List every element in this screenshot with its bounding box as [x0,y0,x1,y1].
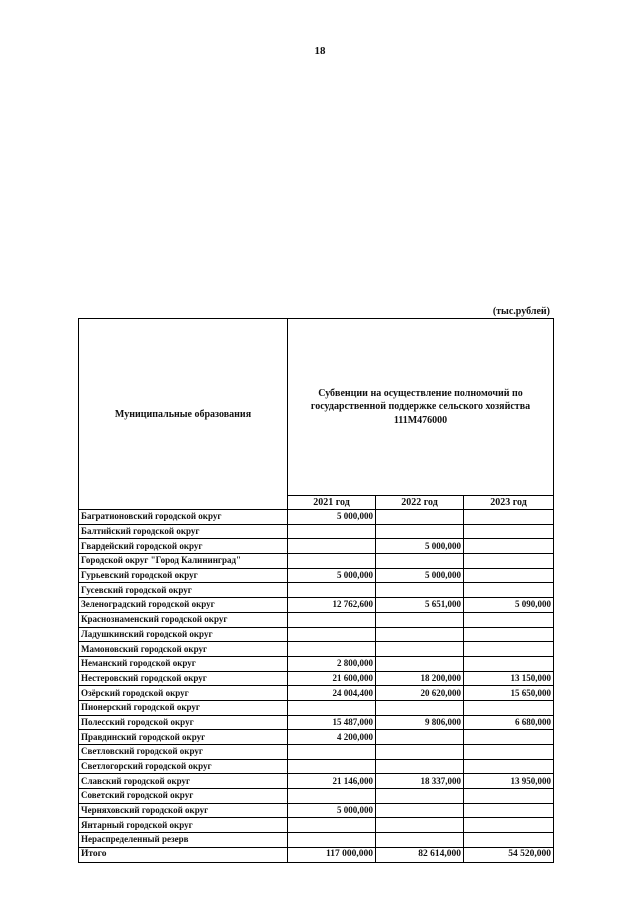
value-2022: 18 200,000 [376,671,464,686]
table-row [79,642,554,657]
value-2021 [288,612,376,627]
value-2021 [288,745,376,760]
value-2022 [376,789,464,804]
value-2023: 5 090,000 [464,598,554,613]
value-2023 [464,656,554,671]
value-2021: 5 000,000 [288,510,376,525]
municipality-name: Зеленоградский городской округ [79,598,288,613]
municipality-name: Полесский городской округ [79,715,288,730]
table-row [79,583,554,598]
municipality-name: Светловский городской округ [79,745,288,760]
table-row [79,568,554,583]
value-2021: 21 600,000 [288,671,376,686]
value-2022: 9 806,000 [376,715,464,730]
value-2021 [288,833,376,848]
value-2021: 21 146,000 [288,774,376,789]
municipality-header: Муниципальные образования [79,319,288,510]
value-2022: 5 651,000 [376,598,464,613]
year-header-2021: 2021 год [288,496,376,510]
value-2021 [288,789,376,804]
municipality-name: Черняховский городской округ [79,803,288,818]
value-2021: 5 000,000 [288,803,376,818]
municipality-name: Краснознаменский городской округ [79,612,288,627]
value-2023 [464,789,554,804]
value-2023: 6 680,000 [464,715,554,730]
value-2022 [376,642,464,657]
value-2022 [376,524,464,539]
value-2021 [288,539,376,554]
municipality-name: Озёрский городской округ [79,686,288,701]
value-2021 [288,700,376,715]
municipality-name: Советский городской округ [79,789,288,804]
table-row [79,671,554,686]
value-2021: 5 000,000 [288,568,376,583]
value-2023: 15 650,000 [464,686,554,701]
value-2023 [464,627,554,642]
value-2022 [376,700,464,715]
municipality-name: Янтарный городской округ [79,818,288,833]
municipality-name: Пионерский городской округ [79,700,288,715]
value-2023 [464,510,554,525]
value-2022: 20 620,000 [376,686,464,701]
value-2023 [464,612,554,627]
value-2021 [288,642,376,657]
municipality-name: Гусевский городской округ [79,583,288,598]
value-2023 [464,730,554,745]
page-number: 18 [314,45,326,57]
total-row [79,847,554,862]
table-row [79,774,554,789]
value-2023 [464,539,554,554]
value-2023 [464,524,554,539]
municipality-name: Светлогорский городской округ [79,759,288,774]
value-2021 [288,627,376,642]
table-row [79,539,554,554]
value-2023 [464,745,554,760]
municipality-name: Городской округ "Город Калининград" [79,554,288,569]
value-2021 [288,554,376,569]
value-2022 [376,656,464,671]
table-row [79,598,554,613]
value-2023: 13 950,000 [464,774,554,789]
table-row [79,510,554,525]
value-2021 [288,524,376,539]
table-row [79,656,554,671]
value-2022: 18 337,000 [376,774,464,789]
table-row [79,686,554,701]
municipality-name: Багратионовский городской округ [79,510,288,525]
year-header-2022: 2022 год [376,496,464,510]
municipality-name: Балтийский городской округ [79,524,288,539]
value-2023 [464,818,554,833]
value-2022 [376,612,464,627]
year-header-2023: 2023 год [464,496,554,510]
value-2022 [376,833,464,848]
total-2022: 82 614,000 [376,847,464,862]
value-2022 [376,583,464,598]
value-2021: 24 004,400 [288,686,376,701]
table-body [79,510,554,848]
value-2022 [376,730,464,745]
value-2022: 5 000,000 [376,568,464,583]
municipality-name: Славский городской округ [79,774,288,789]
value-2021: 4 200,000 [288,730,376,745]
value-2023 [464,554,554,569]
value-2022 [376,745,464,760]
units-note: (тыс.рублей) [492,306,550,317]
table-row [79,627,554,642]
value-2023 [464,642,554,657]
municipality-name: Ладушкинский городской округ [79,627,288,642]
value-2023 [464,803,554,818]
total-2023: 54 520,000 [464,847,554,862]
total-label: Итого [79,847,288,862]
value-2022 [376,554,464,569]
value-2021 [288,759,376,774]
municipality-name: Гвардейский городской округ [79,539,288,554]
table-row [79,730,554,745]
table-row [79,612,554,627]
value-2022 [376,627,464,642]
municipality-name: Гурьевский городской округ [79,568,288,583]
value-2023 [464,583,554,598]
value-2022: 5 000,000 [376,539,464,554]
value-2022 [376,510,464,525]
value-2021 [288,818,376,833]
municipality-name: Нестеровский городской округ [79,671,288,686]
table-row [79,554,554,569]
subsidy-header: Субвенции на осуществление полномочий по государственной поддержке сельского хозяйства 111M476000 [288,319,554,496]
value-2023: 13 150,000 [464,671,554,686]
municipality-name: Нераспределенный резерв [79,833,288,848]
total-2021: 117 000,000 [288,847,376,862]
table-row [79,803,554,818]
value-2023 [464,759,554,774]
table-row [79,789,554,804]
value-2022 [376,759,464,774]
value-2023 [464,568,554,583]
table-row [79,759,554,774]
municipality-name: Мамоновский городской округ [79,642,288,657]
municipality-name: Правдинский городской округ [79,730,288,745]
value-2022 [376,818,464,833]
table-row [79,745,554,760]
value-2021: 15 487,000 [288,715,376,730]
value-2021: 12 762,600 [288,598,376,613]
value-2022 [376,803,464,818]
value-2023 [464,833,554,848]
value-2021: 2 800,000 [288,656,376,671]
subsidy-table [78,318,554,863]
table-row [79,700,554,715]
table-row [79,524,554,539]
table-row [79,833,554,848]
value-2023 [464,700,554,715]
value-2021 [288,583,376,598]
table-row [79,818,554,833]
municipality-name: Неманский городской округ [79,656,288,671]
table-row [79,715,554,730]
